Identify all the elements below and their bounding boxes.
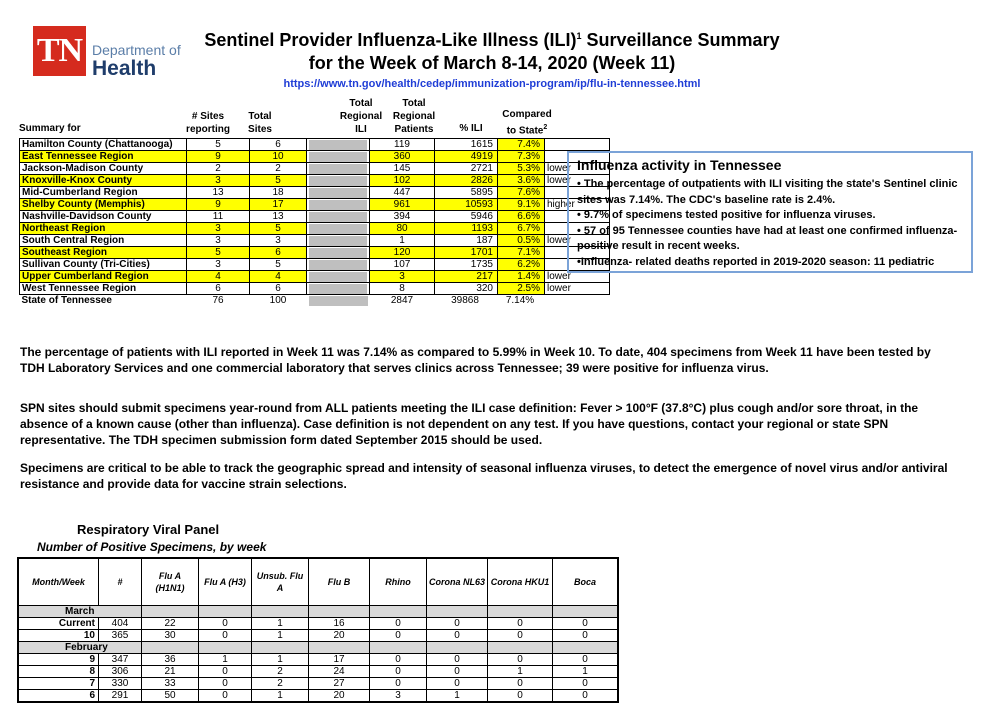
rvp-month-label: February xyxy=(18,642,142,654)
regional-patients: 5895 xyxy=(435,187,498,199)
regional-ili: 394 xyxy=(370,211,435,223)
rvp-month-label: March xyxy=(18,606,142,618)
rvp-value-cell: 1 xyxy=(252,618,309,630)
total-sites: 18 xyxy=(250,187,307,199)
regional-ili: 961 xyxy=(370,199,435,211)
compared-to-state: lower xyxy=(545,163,610,175)
pct-ili: 1.4% xyxy=(498,271,545,283)
gray-bar xyxy=(309,188,367,198)
regional-patients: 1615 xyxy=(435,139,498,151)
table-row xyxy=(20,235,610,247)
gray-bar xyxy=(309,212,367,222)
sites-reporting: 5 xyxy=(187,139,250,151)
sites-reporting: 9 xyxy=(187,199,250,211)
rvp-value-cell: 0 xyxy=(370,666,427,678)
sites-reporting: 13 xyxy=(187,187,250,199)
pct-ili: 7.1% xyxy=(498,247,545,259)
influenza-activity-box xyxy=(567,151,973,273)
regional-patients: 5946 xyxy=(435,211,498,223)
table-row xyxy=(18,618,618,630)
rvp-value-cell: 1 xyxy=(199,654,252,666)
gray-spacer xyxy=(307,283,370,295)
paragraph-week-summary: The percentage of patients with ILI reported in Week 11 was 7.14% as compared to 5.99% in Week 10. To date, 404 specimens from Week 11 have been tested by TDH Laboratory Services and one commercial laboratory that serves clinics across Tennessee; 39 were positive for influenza virus. xyxy=(20,345,931,375)
rvp-value-cell: 36 xyxy=(142,654,199,666)
total-sites: 100 xyxy=(269,295,287,306)
rvp-value-cell: 306 xyxy=(99,666,142,678)
rvp-value-cell: 0 xyxy=(370,630,427,642)
gray-spacer xyxy=(307,151,370,163)
gray-bar xyxy=(309,296,368,306)
rvp-value-cell: 21 xyxy=(142,666,199,678)
rvp-column-header: Month/Week xyxy=(18,558,99,606)
rvp-empty-cell xyxy=(309,642,370,654)
pct-ili: 6.6% xyxy=(498,211,545,223)
gray-bar xyxy=(309,224,367,234)
rvp-empty-cell xyxy=(142,642,199,654)
header-summary-for: Summary for xyxy=(19,123,81,134)
region-name: Jackson-Madison County xyxy=(20,163,187,175)
total-sites: 6 xyxy=(250,283,307,295)
gray-bar xyxy=(309,248,367,258)
pct-ili: 6.7% xyxy=(498,223,545,235)
compared-to-state: lower xyxy=(545,235,610,247)
gray-spacer xyxy=(307,259,370,271)
paragraph-specimens: Specimens are critical to be able to track the geographic spread and intensity of seasonal influenza viruses, to detect the emergence of novel virus and/or antiviral resistance and provide data for vaccine strain selections. xyxy=(20,461,948,491)
info-line: positive result in recent weeks. xyxy=(577,240,740,252)
rvp-value-cell: 0 xyxy=(199,690,252,703)
total-sites: 6 xyxy=(250,139,307,151)
regional-ili: 80 xyxy=(370,223,435,235)
total-sites: 10 xyxy=(250,151,307,163)
compared-to-state: lower xyxy=(545,271,610,283)
rvp-value-cell: 24 xyxy=(309,666,370,678)
rvp-value-cell: 0 xyxy=(488,630,553,642)
rvp-value-cell: 3 xyxy=(370,690,427,703)
sites-reporting: 5 xyxy=(187,247,250,259)
state-name: State of Tennessee xyxy=(21,295,112,306)
ili-summary-table xyxy=(19,138,610,306)
region-name: Southeast Region xyxy=(20,247,187,259)
header-total-regional-patients: Total Regional Patients xyxy=(392,98,436,135)
rvp-value-cell: 17 xyxy=(309,654,370,666)
rvp-value-cell: 22 xyxy=(142,618,199,630)
rvp-month-row xyxy=(18,642,618,654)
rvp-column-header: Flu B xyxy=(309,558,370,606)
pct-ili: 5.3% xyxy=(498,163,545,175)
gray-bar xyxy=(309,236,367,246)
rvp-value-cell: 0 xyxy=(427,618,488,630)
rvp-value-cell: 0 xyxy=(553,618,619,630)
gray-bar xyxy=(309,284,367,294)
compared-to-state xyxy=(545,295,610,307)
rvp-value-cell: 0 xyxy=(370,654,427,666)
total-sites: 6 xyxy=(250,247,307,259)
sites-reporting: 3 xyxy=(187,259,250,271)
info-box-title: Influenza activity in Tennessee xyxy=(577,157,782,173)
regional-ili: 107 xyxy=(370,259,435,271)
table-row xyxy=(18,678,618,690)
rvp-empty-cell xyxy=(199,642,252,654)
rvp-empty-cell xyxy=(252,642,309,654)
rvp-value-cell: 0 xyxy=(199,678,252,690)
rvp-value-cell: 291 xyxy=(99,690,142,703)
gray-bar xyxy=(309,272,367,282)
rvp-week-label: 10 xyxy=(18,630,99,642)
pct-ili: 0.5% xyxy=(498,235,545,247)
regional-patients: 217 xyxy=(435,271,498,283)
sites-reporting: 76 xyxy=(212,295,224,306)
table-row xyxy=(20,163,610,175)
info-line: • 57 of 95 Tennessee counties have had at least one confirmed influenza- xyxy=(577,224,958,237)
region-name: Hamilton County (Chattanooga) xyxy=(20,139,187,151)
gray-bar xyxy=(309,140,367,150)
rvp-value-cell: 404 xyxy=(99,618,142,630)
header-compared-to-state: Compared to State$^2$ xyxy=(502,109,552,137)
rvp-week-label: Current xyxy=(18,618,99,630)
region-name: Shelby County (Memphis) xyxy=(20,199,187,211)
rvp-empty-cell xyxy=(553,642,619,654)
total-sites: 4 xyxy=(250,271,307,283)
total-sites: 2 xyxy=(250,163,307,175)
rvp-empty-cell xyxy=(553,606,619,618)
regional-ili: 145 xyxy=(370,163,435,175)
gray-bar xyxy=(309,152,367,162)
header-sites-reporting: # Sites reporting xyxy=(186,111,230,135)
table-row xyxy=(18,630,618,642)
total-sites: 13 xyxy=(250,211,307,223)
rvp-column-header: Unsub. Flu A xyxy=(252,558,309,606)
regional-patients: 187 xyxy=(435,235,498,247)
total-sites: 17 xyxy=(250,199,307,211)
table-row xyxy=(20,271,610,283)
rvp-value-cell: 0 xyxy=(488,654,553,666)
rvp-subtitle: Number of Positive Specimens, by week xyxy=(37,540,267,554)
rvp-empty-cell xyxy=(370,642,427,654)
region-name: West Tennessee Region xyxy=(20,283,187,295)
rvp-value-cell: 0 xyxy=(199,630,252,642)
rvp-empty-cell xyxy=(199,606,252,618)
rvp-value-cell: 0 xyxy=(199,618,252,630)
rvp-empty-cell xyxy=(309,606,370,618)
rvp-value-cell: 1 xyxy=(252,630,309,642)
rvp-value-cell: 0 xyxy=(199,666,252,678)
rvp-column-header: Corona HKU1 xyxy=(488,558,553,606)
table-row xyxy=(18,690,618,703)
region-name: Mid-Cumberland Region xyxy=(20,187,187,199)
rvp-empty-cell xyxy=(142,606,199,618)
compared-to-state: lower xyxy=(545,175,610,187)
regional-patients: 1193 xyxy=(435,223,498,235)
sites-reporting: 3 xyxy=(187,175,250,187)
rvp-column-header: Flu A (H1N1) xyxy=(142,558,199,606)
rvp-value-cell: 1 xyxy=(427,690,488,703)
pct-ili: 2.5% xyxy=(498,283,545,295)
table-row xyxy=(20,175,610,187)
rvp-month-row xyxy=(18,606,618,618)
table-row xyxy=(20,283,610,295)
rvp-value-cell: 0 xyxy=(553,678,619,690)
table-row xyxy=(20,199,610,211)
gray-spacer xyxy=(307,223,370,235)
rvp-empty-cell xyxy=(427,606,488,618)
gray-spacer xyxy=(307,175,370,187)
region-name: Sullivan County (Tri-Cities) xyxy=(20,259,187,271)
rvp-value-cell: 365 xyxy=(99,630,142,642)
table-row xyxy=(20,223,610,235)
rvp-value-cell: 50 xyxy=(142,690,199,703)
gray-spacer xyxy=(307,271,370,283)
rvp-value-cell: 330 xyxy=(99,678,142,690)
rvp-value-cell: 0 xyxy=(427,630,488,642)
info-line: • The percentage of outpatients with ILI visiting the state's Sentinel clinic xyxy=(577,178,958,190)
rvp-value-cell: 0 xyxy=(488,678,553,690)
regional-ili: 3 xyxy=(370,271,435,283)
rvp-week-label: 8 xyxy=(18,666,99,678)
regional-ili: 119 xyxy=(370,139,435,151)
region-name: Knoxville-Knox County xyxy=(20,175,187,187)
sites-reporting: 6 xyxy=(187,283,250,295)
rvp-week-label: 9 xyxy=(18,654,99,666)
region-name: Northeast Region xyxy=(20,223,187,235)
regional-patients: 39868 xyxy=(451,295,479,306)
rvp-empty-cell xyxy=(252,606,309,618)
rvp-value-cell: 2 xyxy=(252,666,309,678)
gray-spacer xyxy=(307,295,370,307)
header-total-sites: Total Sites xyxy=(248,111,272,135)
rvp-value-cell: 0 xyxy=(553,690,619,703)
regional-ili: 2847 xyxy=(390,295,414,306)
compared-to-state: lower xyxy=(545,283,610,295)
gray-bar xyxy=(309,260,367,270)
rvp-title: Respiratory Viral Panel xyxy=(77,522,220,537)
footnote-1: 1 xyxy=(576,31,582,41)
rvp-column-header: # xyxy=(99,558,142,606)
rvp-value-cell: 0 xyxy=(553,630,619,642)
info-line: •Influenza- related deaths reported in 2019-2020 season: 11 pediatric xyxy=(577,255,935,268)
sites-reporting: 2 xyxy=(187,163,250,175)
gray-bar xyxy=(309,176,367,186)
rvp-value-cell: 27 xyxy=(309,678,370,690)
flu-page-link[interactable]: https://www.tn.gov/health/cedep/immunization-program/ip/flu-in-tennessee.html xyxy=(283,78,701,90)
rvp-value-cell: 0 xyxy=(370,618,427,630)
total-sites: 3 xyxy=(250,235,307,247)
rvp-empty-cell xyxy=(370,606,427,618)
rvp-value-cell: 1 xyxy=(252,690,309,703)
region-name: South Central Region xyxy=(20,235,187,247)
table-row xyxy=(18,654,618,666)
pct-ili: 6.2% xyxy=(498,259,545,271)
sites-reporting: 11 xyxy=(187,211,250,223)
sites-reporting: 4 xyxy=(187,271,250,283)
regional-ili: 1 xyxy=(370,235,435,247)
regional-ili: 8 xyxy=(370,283,435,295)
sites-reporting: 3 xyxy=(187,235,250,247)
table-row xyxy=(20,151,610,163)
regional-patients: 1735 xyxy=(435,259,498,271)
rvp-header-row xyxy=(18,558,618,606)
paragraph-spn-sites: SPN sites should submit specimens year-round from ALL patients meeting the ILI case definition: Fever > 100°F (37.8°C) plus cough and/or sore throat, in the absence of a known cause (other than influenza). Case definition is not dependent on any test. If you have questions, contact your regional or state SPN representative. The TDH specimen submission form dated September 2015 should be used. xyxy=(20,401,919,447)
pct-ili: 7.14% xyxy=(505,295,535,306)
rvp-empty-cell xyxy=(488,642,553,654)
header-pct-ili: % ILI xyxy=(459,123,483,134)
rvp-value-cell: 0 xyxy=(427,666,488,678)
gray-spacer xyxy=(307,211,370,223)
regional-patients: 320 xyxy=(435,283,498,295)
rvp-week-label: 7 xyxy=(18,678,99,690)
rvp-column-header: Corona NL63 xyxy=(427,558,488,606)
logo-department-text: Department of xyxy=(92,42,181,58)
rvp-table xyxy=(17,557,619,703)
rvp-value-cell: 0 xyxy=(370,678,427,690)
regional-patients: 2721 xyxy=(435,163,498,175)
rvp-empty-cell xyxy=(427,642,488,654)
table-row xyxy=(20,247,610,259)
gray-spacer xyxy=(307,247,370,259)
rvp-value-cell: 0 xyxy=(488,690,553,703)
info-line: sites was 7.14%. The CDC's baseline rate is 2.4%. xyxy=(577,193,836,206)
total-sites: 5 xyxy=(250,175,307,187)
rvp-value-cell: 16 xyxy=(309,618,370,630)
header-total-regional-ili: Total Regional ILI xyxy=(339,98,383,135)
gray-spacer xyxy=(307,199,370,211)
state-total-row xyxy=(20,295,610,307)
page-title: Sentinel Provider Influenza-Like Illness (ILI)$^1$ Surveillance Summary xyxy=(204,30,780,50)
table-row xyxy=(20,187,610,199)
table-row xyxy=(20,211,610,223)
page-subtitle: for the Week of March 8-14, 2020 (Week 11) xyxy=(308,53,676,73)
gray-spacer xyxy=(307,187,370,199)
rvp-value-cell: 347 xyxy=(99,654,142,666)
table-row xyxy=(20,139,610,151)
rvp-column-header: Rhino xyxy=(370,558,427,606)
total-sites: 5 xyxy=(250,259,307,271)
gray-spacer xyxy=(307,139,370,151)
rvp-column-header: Boca xyxy=(553,558,619,606)
region-name: Upper Cumberland Region xyxy=(20,271,187,283)
rvp-value-cell: 1 xyxy=(553,666,619,678)
rvp-value-cell: 20 xyxy=(309,630,370,642)
gray-spacer xyxy=(307,235,370,247)
rvp-value-cell: 30 xyxy=(142,630,199,642)
rvp-value-cell: 0 xyxy=(427,654,488,666)
logo-health-text: Health xyxy=(92,57,157,80)
info-line: • 9.7% of specimens tested positive for influenza viruses. xyxy=(577,209,876,221)
logo-tn-text: TN xyxy=(36,32,83,69)
rvp-value-cell: 0 xyxy=(553,654,619,666)
rvp-value-cell: 33 xyxy=(142,678,199,690)
pct-ili: 9.1% xyxy=(498,199,545,211)
rvp-value-cell: 1 xyxy=(252,654,309,666)
gray-bar xyxy=(309,164,367,174)
region-name: East Tennessee Region xyxy=(20,151,187,163)
pct-ili: 7.4% xyxy=(498,139,545,151)
regional-ili: 120 xyxy=(370,247,435,259)
pct-ili: 3.6% xyxy=(498,175,545,187)
regional-patients: 4919 xyxy=(435,151,498,163)
regional-patients: 1701 xyxy=(435,247,498,259)
rvp-value-cell: 2 xyxy=(252,678,309,690)
gray-spacer xyxy=(307,163,370,175)
region-name: Nashville-Davidson County xyxy=(20,211,187,223)
rvp-empty-cell xyxy=(488,606,553,618)
regional-ili: 360 xyxy=(370,151,435,163)
regional-patients: 2826 xyxy=(435,175,498,187)
regional-ili: 447 xyxy=(370,187,435,199)
rvp-value-cell: 20 xyxy=(309,690,370,703)
rvp-value-cell: 0 xyxy=(488,618,553,630)
gray-bar xyxy=(309,200,367,210)
rvp-column-header: Flu A (H3) xyxy=(199,558,252,606)
compared-to-state xyxy=(545,139,610,151)
sites-reporting: 9 xyxy=(187,151,250,163)
compared-to-state: higher xyxy=(545,199,610,211)
rvp-value-cell: 1 xyxy=(488,666,553,678)
regional-ili: 102 xyxy=(370,175,435,187)
table-row xyxy=(20,259,610,271)
total-sites: 5 xyxy=(250,223,307,235)
rvp-value-cell: 0 xyxy=(427,678,488,690)
pct-ili: 7.3% xyxy=(498,151,545,163)
rvp-week-label: 6 xyxy=(18,690,99,703)
sites-reporting: 3 xyxy=(187,223,250,235)
table-row xyxy=(18,666,618,678)
pct-ili: 7.6% xyxy=(498,187,545,199)
regional-patients: 10593 xyxy=(435,199,498,211)
